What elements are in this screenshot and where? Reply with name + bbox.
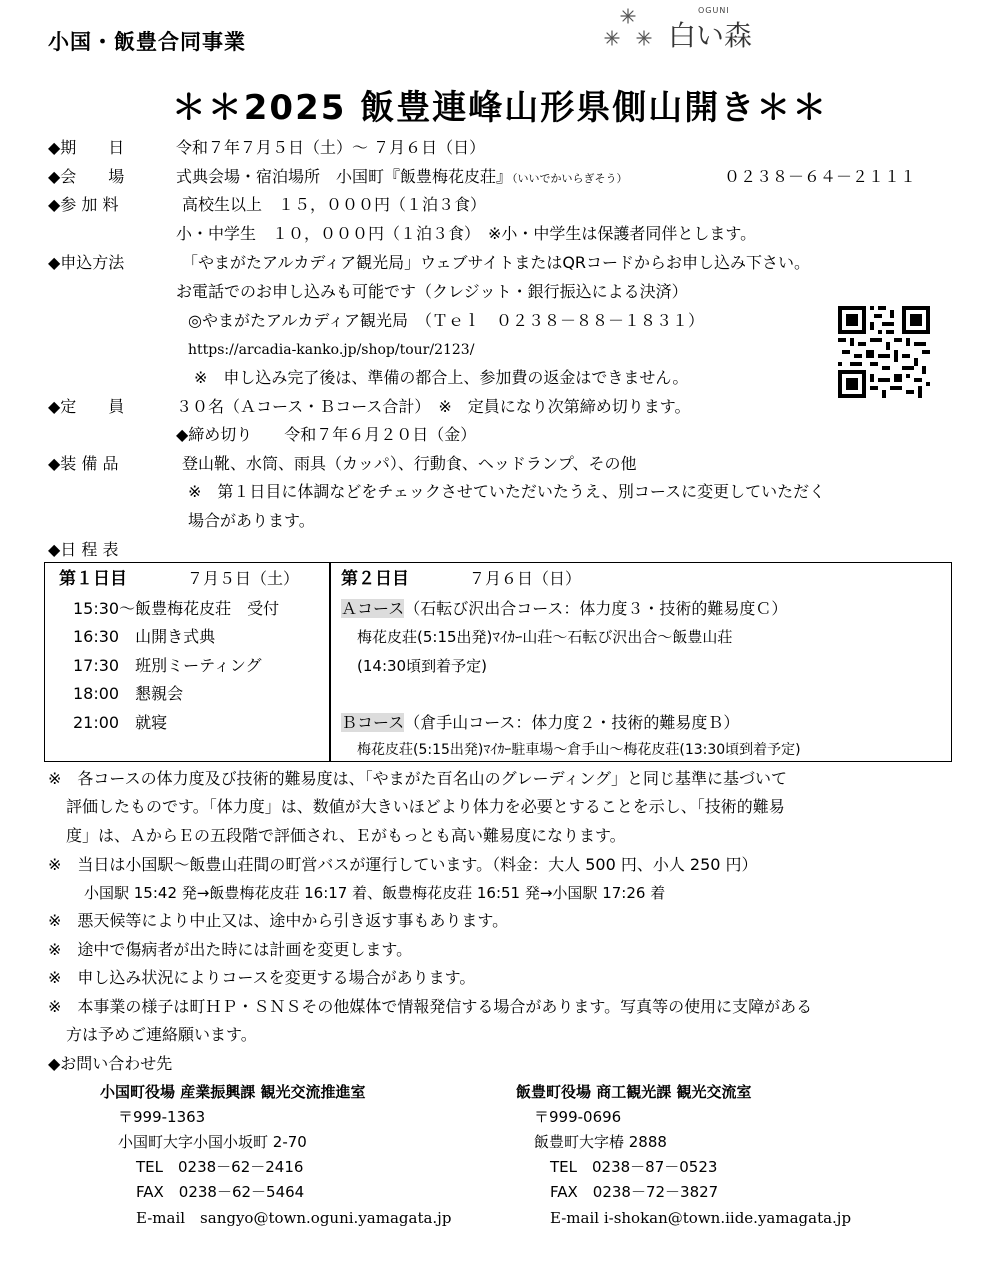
note-bus-line2: 小国駅 15:42 発→飯豊梅花皮荘 16:17 着、飯豊梅花皮荘 16:51 発→小国駅 17:26 着: [84, 884, 666, 902]
apply-label: ◆申込方法: [48, 253, 125, 272]
course-b-name: Ｂコース: [341, 713, 405, 732]
note-grading-line3: 度」は、ＡからＥの五段階で評価され、Ｅがもっとも高い難易度になります。: [66, 826, 626, 845]
day1-item: 15:30～飯豊梅花皮荘 受付: [73, 599, 280, 618]
apply-url-link[interactable]: https://arcadia-kanko.jp/shop/tour/2123/: [188, 342, 475, 358]
note-grading-line1: ※ 各コースの体力度及び技術的難易度は、「やまがた百名山のグレーディング」と同じ基準に基づいて: [48, 769, 788, 788]
note-bus-line1: ※ 当日は小国駅～飯豊山荘間の町営バスが運行しています。（料金：大人 500 円、小人 250 円）: [48, 855, 758, 874]
venue-label: ◆会 場: [48, 167, 125, 186]
oguni-zip: 〒999-1363: [118, 1108, 206, 1126]
note-course-change: ※ 申し込み状況によりコースを変更する場合があります。: [48, 968, 476, 987]
iide-email-link[interactable]: E-mail i-shokan@town.iide.yamagata.jp: [550, 1209, 852, 1227]
day1-item: 18:00 懇親会: [73, 684, 184, 703]
apply-line3: ◎やまがたアルカディア観光局 （Ｔｅｌ ０２３８－８８－１８３１）: [188, 311, 705, 330]
schedule-label: ◆日 程 表: [48, 540, 119, 559]
logo-text: 白い森: [668, 19, 753, 52]
shiroimori-logo: [598, 4, 778, 54]
course-a-name: Ａコース: [341, 599, 405, 618]
venue-tel: ０２３８－６４－２１１１: [724, 167, 917, 186]
day1-item: 17:30 班別ミーティング: [73, 656, 262, 675]
iide-zip: 〒999-0696: [534, 1108, 622, 1126]
course-a-heading: [341, 599, 787, 619]
day1-item: 16:30 山開き式典: [73, 627, 216, 646]
logo-subtext: OGUNI: [698, 6, 730, 15]
iide-office-name: 飯豊町役場 商工観光課 観光交流室: [516, 1083, 752, 1101]
capacity-value: ３０名（Ａコース・Ｂコース合計） ※ 定員になり次第締め切ります。: [176, 397, 691, 416]
page-title: ＊＊2025 飯豊連峰山形県側山開き＊＊: [171, 88, 829, 128]
capacity-label: ◆定 員: [48, 397, 125, 416]
gear-note-line2: 場合があります。: [188, 511, 315, 530]
fee-adult: 高校生以上 １５，０００円（１泊３食）: [182, 195, 487, 214]
oguni-fax: FAX 0238－62－5464: [136, 1183, 305, 1201]
deadline: ◆締め切り 令和７年６月２０日（金）: [176, 425, 477, 444]
day2-title: 第２日目: [341, 569, 409, 589]
apply-line1: 「やまがたアルカディア観光局」ウェブサイトまたはQRコードからお申し込み下さい。: [182, 253, 811, 272]
course-b-heading: [341, 713, 739, 733]
qr-code[interactable]: [838, 306, 930, 398]
course-a-desc: （石転び沢出合コース：体力度３・技術的難易度Ｃ）: [404, 599, 788, 618]
note-grading-line2: 評価したものです。「体力度」は、数値が大きいほどより体力を必要とすることを示し、「技術的難易: [66, 797, 785, 816]
fee-label: ◆参 加 料: [48, 195, 119, 214]
day1-date: ７月５日（土）: [187, 569, 300, 588]
day1-item: 21:00 就寝: [73, 713, 168, 732]
schedule-divider: [329, 563, 331, 761]
snowflake-icon: [598, 4, 664, 54]
gear-note-line1: ※ 第１日目に体調などをチェックさせていただいたうえ、別コースに変更していただく: [188, 482, 826, 501]
organizer-heading: 小国・飯豊合同事業: [48, 30, 246, 54]
oguni-address: 小国町大字小国小坂町 2-70: [118, 1133, 307, 1151]
venue-reading: （いいでかいらぎそう）: [512, 172, 628, 185]
oguni-email-link[interactable]: E-mail sangyo@town.oguni.yamagata.jp: [136, 1209, 452, 1227]
apply-line2: お電話でのお申し込みも可能です（クレジット・銀行振込による決済）: [176, 282, 688, 301]
fee-child: 小・中学生 １０，０００円（１泊３食） ※小・中学生は保護者同伴とします。: [176, 224, 757, 243]
venue-value: [176, 167, 628, 189]
course-a-route: 梅花皮荘(5:15出発)ﾏｲｶｰ山荘～石転び沢出合～飯豊山荘: [357, 628, 733, 646]
iide-address: 飯豊町大字椿 2888: [534, 1133, 667, 1151]
oguni-tel: TEL 0238－62－2416: [136, 1158, 304, 1176]
day1-title: 第１日目: [59, 569, 127, 589]
oguni-office-name: 小国町役場 産業振興課 観光交流推進室: [100, 1083, 366, 1101]
course-b-route: 梅花皮荘(5:15出発)ﾏｲｶｰ駐車場～倉手山～梅花皮荘(13:30頃到着予定): [357, 742, 801, 758]
course-b-desc: （倉手山コース：体力度２・技術的難易度Ｂ）: [404, 713, 740, 732]
course-a-arrival: (14:30頃到着予定): [357, 657, 487, 675]
gear-value: 登山靴、水筒、雨具（カッパ）、行動食、ヘッドランプ、その他: [182, 454, 637, 473]
gear-label: ◆装 備 品: [48, 454, 119, 473]
day2-date: ７月６日（日）: [469, 569, 582, 588]
note-injury: ※ 途中で傷病者が出た時には計画を変更します。: [48, 940, 413, 959]
apply-note: ※ 申し込み完了後は、準備の都合上、参加費の返金はできません。: [194, 368, 689, 387]
contact-label: ◆お問い合わせ先: [48, 1054, 173, 1073]
schedule-table: [44, 562, 952, 762]
venue-name: 式典会場・宿泊場所 小国町『飯豊梅花皮荘』: [176, 167, 513, 186]
note-sns-line1: ※ 本事業の様子は町ＨＰ・ＳＮＳその他媒体で情報発信する場合があります。写真等の使用に支障がある: [48, 997, 813, 1016]
iide-fax: FAX 0238－72－3827: [550, 1183, 719, 1201]
period-value: 令和７年７月５日（土）～ ７月６日（日）: [176, 138, 486, 157]
note-weather: ※ 悪天候等により中止又は、途中から引き返す事もあります。: [48, 911, 509, 930]
period-label: ◆期 日: [48, 138, 125, 157]
iide-tel: TEL 0238－87－0523: [550, 1158, 718, 1176]
note-sns-line2: 方は予めご連絡願います。: [66, 1025, 257, 1044]
